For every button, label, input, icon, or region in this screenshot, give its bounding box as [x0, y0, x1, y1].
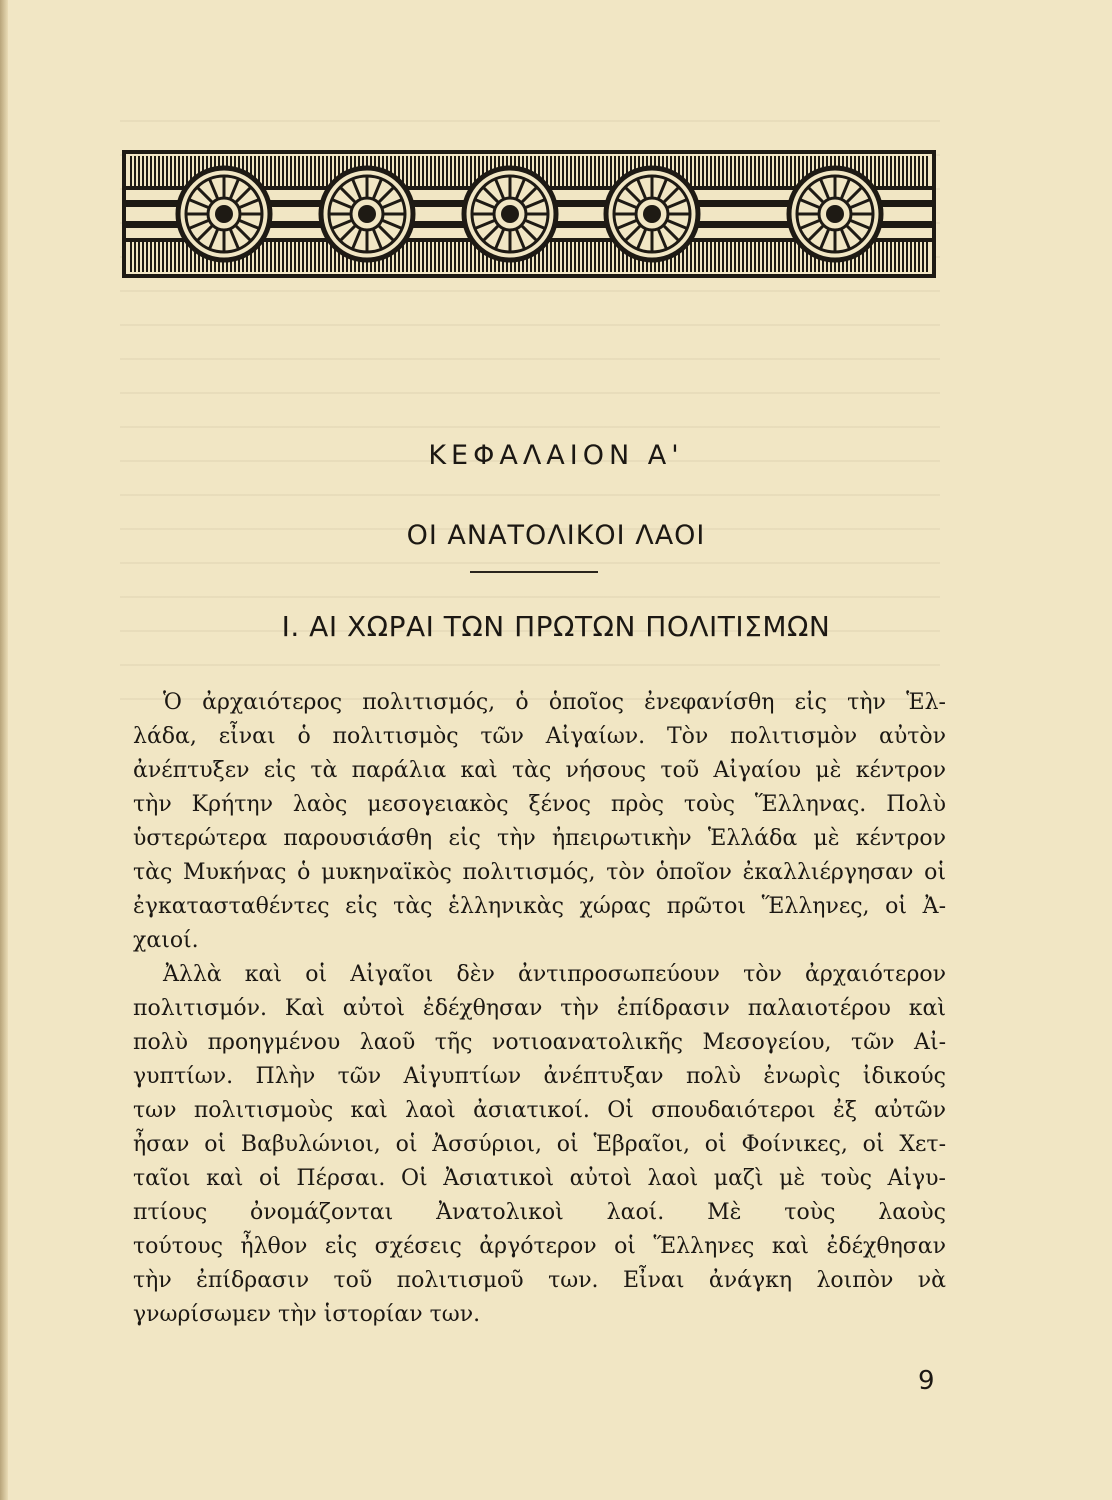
page-number: 9: [918, 1366, 935, 1396]
text-line: ἦσαν οἱ Βαβυλώνιοι, οἱ Ἀσσύριοι, οἱ Ἑβραῖοι, οἱ Φοίνικες, οἱ Χετ-: [133, 1132, 946, 1157]
text-line: λάδα, εἶναι ὁ πολιτισμὸς τῶν Αἰγαίων. Τὸν πολιτισμὸν αὐτὸν: [133, 724, 946, 749]
text-line: ἀνέπτυξεν εἰς τὰ παράλια καὶ τὰς νήσους τοῦ Αἰγαίου μὲ κέντρον: [133, 758, 946, 783]
text-line: ταῖοι καὶ οἱ Πέρσαι. Οἱ Ἀσιατικοὶ αὐτοὶ λαοὶ μαζὶ μὲ τοὺς Αἰγυ-: [133, 1166, 946, 1191]
paragraph: [133, 686, 946, 958]
text-line: πολιτισμόν. Καὶ αὐτοὶ ἐδέχθησαν τὴν ἐπίδρασιν παλαιοτέρου καὶ: [133, 996, 946, 1021]
text-line: των πολιτισμοὺς καὶ λαοὶ ἀσιατικοί. Οἱ σπουδαιότεροι ἐξ αὐτῶν: [133, 1098, 946, 1123]
section-title: I. ΑΙ ΧΩΡΑΙ ΤΩΝ ΠΡΩΤΩΝ ΠΟΛΙΤΙΣΜΩΝ: [281, 610, 831, 643]
text-line: ὑστερώτερα παρουσιάσθη εἰς τὴν ἠπειρωτικὴν Ἑλλάδα μὲ κέντρον: [133, 826, 946, 851]
text-line: τὰς Μυκήνας ὁ μυκηναϊκὸς πολιτισμός, τὸν ὁποῖον ἐκαλλιέργησαν οἱ: [133, 860, 946, 885]
text-line: γνωρίσωμεν τὴν ἱστορίαν των.: [133, 1302, 481, 1327]
text-line: ἐγκατασταθέντες εἰς τὰς ἑλληνικὰς χώρας πρῶτοι Ἕλληνες, οἱ Ἀ-: [133, 894, 946, 919]
text-line: τὴν ἐπίδρασιν τοῦ πολιτισμοῦ των. Εἶναι ἀνάγκη λοιπὸν νὰ: [133, 1268, 946, 1293]
text-line: πτίους ὀνομάζονται Ἀνατολικοὶ λαοί. Μὲ τοὺς λαοὺς: [133, 1200, 946, 1225]
paragraph: [133, 958, 946, 1332]
text-line: τὴν Κρήτην λαὸς μεσογειακὸς ξένος πρὸς τοὺς Ἕλληνας. Πολὺ: [133, 792, 946, 817]
text-line: χαιοί.: [133, 928, 199, 953]
part-title: ΟΙ ΑΝΑΤΟΛΙΚΟΙ ΛΑΟΙ: [406, 520, 706, 551]
rosette-frieze-ornament: [122, 150, 936, 278]
chapter-heading: ΚΕΦΑΛΑΙΟΝ Α': [428, 440, 684, 471]
text-line: πολὺ προηγμένου λαοῦ τῆς νοτιοανατολικῆς Μεσογείου, τῶν Αἰ-: [133, 1030, 946, 1055]
text-line: τούτους ἦλθον εἰς σχέσεις ἀργότερον οἱ Ἕλληνες καὶ ἐδέχθησαν: [133, 1234, 946, 1259]
divider-rule: [470, 571, 598, 573]
text-line: Ἀλλὰ καὶ οἱ Αἰγαῖοι δὲν ἀντιπροσωπεύουν τὸν ἀρχαιότερον: [163, 962, 946, 987]
page-edge: [0, 0, 8, 1500]
body-text: [133, 686, 946, 1332]
text-line: γυπτίων. Πλὴν τῶν Αἰγυπτίων ἀνέπτυξαν πολὺ ἐνωρὶς ἰδικούς: [133, 1064, 946, 1089]
text-line: Ὁ ἀρχαιότερος πολιτισμός, ὁ ὁποῖος ἐνεφανίσθη εἰς τὴν Ἑλ-: [163, 690, 946, 715]
